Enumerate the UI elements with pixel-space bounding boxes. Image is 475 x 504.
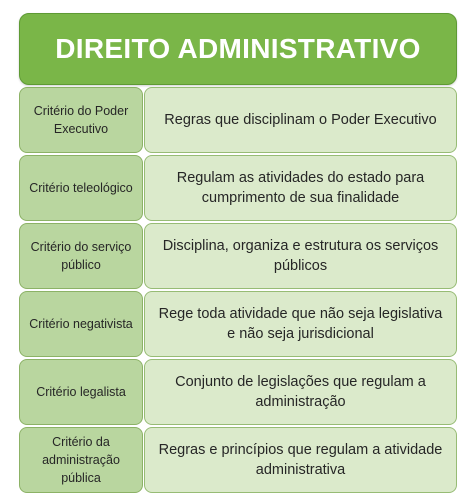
criterion-definition: Regras que disciplinam o Poder Executivo — [144, 87, 457, 153]
criterion-definition: Rege toda atividade que não seja legislativa e não seja jurisdicional — [144, 291, 457, 357]
criterion-row — [19, 155, 457, 221]
criterion-row — [19, 359, 457, 425]
criterion-row — [19, 87, 457, 153]
criterion-definition: Regulam as atividades do estado para cumprimento de sua finalidade — [144, 155, 457, 221]
criterion-label: Critério da administração pública — [19, 427, 143, 493]
criterion-row — [19, 223, 457, 289]
criterion-row — [19, 291, 457, 357]
criterion-label: Critério legalista — [19, 359, 143, 425]
criterion-definition: Regras e princípios que regulam a atividade administrativa — [144, 427, 457, 493]
criterion-label: Critério do serviço público — [19, 223, 143, 289]
criterion-label: Critério teleológico — [19, 155, 143, 221]
criterion-label: Critério do Poder Executivo — [19, 87, 143, 153]
criterion-row — [19, 427, 457, 493]
diagram-title: DIREITO ADMINISTRATIVO — [19, 13, 457, 85]
criterion-definition: Conjunto de legislações que regulam a administração — [144, 359, 457, 425]
criterion-label: Critério negativista — [19, 291, 143, 357]
criterion-definition: Disciplina, organiza e estrutura os serviços públicos — [144, 223, 457, 289]
